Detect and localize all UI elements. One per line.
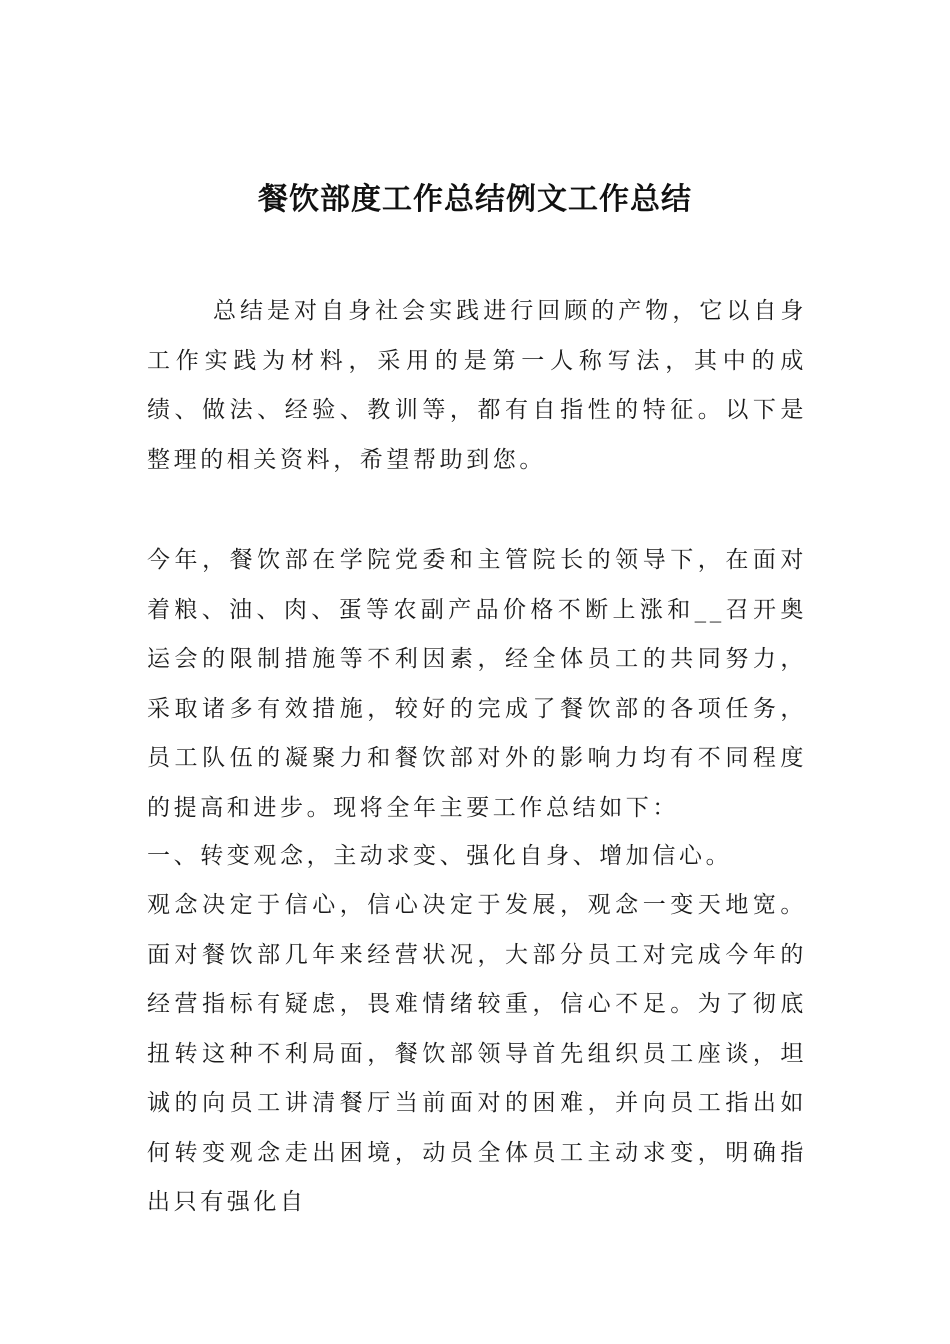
body-paragraph-1: 今年，餐饮部在学院党委和主管院长的领导下，在面对着粮、油、肉、蛋等农副产品价格不断上涨和__召开奥运会的限制措施等不利因素，经全体员工的共同努力，采取诸多有效措施，较好的完成了餐饮部的各项任务，员工队伍的凝聚力和餐饮部对外的影响力均有不同程度的提高和进步。现将全年主要工作总结如下： (147, 547, 807, 821)
intro-paragraph: 总结是对自身社会实践进行回顾的产物，它以自身工作实践为材料，采用的是第一人称写法，其中的成绩、做法、经验、教训等，都有自指性的特征。以下是整理的相关资料，希望帮助到您。 (147, 298, 807, 473)
body-paragraph-2: 观念决定于信心，信心决定于发展，观念一变天地宽。面对餐饮部几年来经营状况，大部分员工对完成今年的经营指标有疑虑，畏难情绪较重，信心不足。为了彻底扭转这种不利局面，餐饮部领导首先组织员工座谈，坦诚的向员工讲清餐厅当前面对的困难，并向员工指出如何转变观念走出困境，动员全体员工主动求变，明确指出只有强化自 (147, 892, 807, 1215)
document-title: 餐饮部度工作总结例文工作总结 (258, 182, 692, 218)
section-heading-1: 一、转变观念，主动求变、强化自身、增加信心。 (147, 843, 733, 869)
